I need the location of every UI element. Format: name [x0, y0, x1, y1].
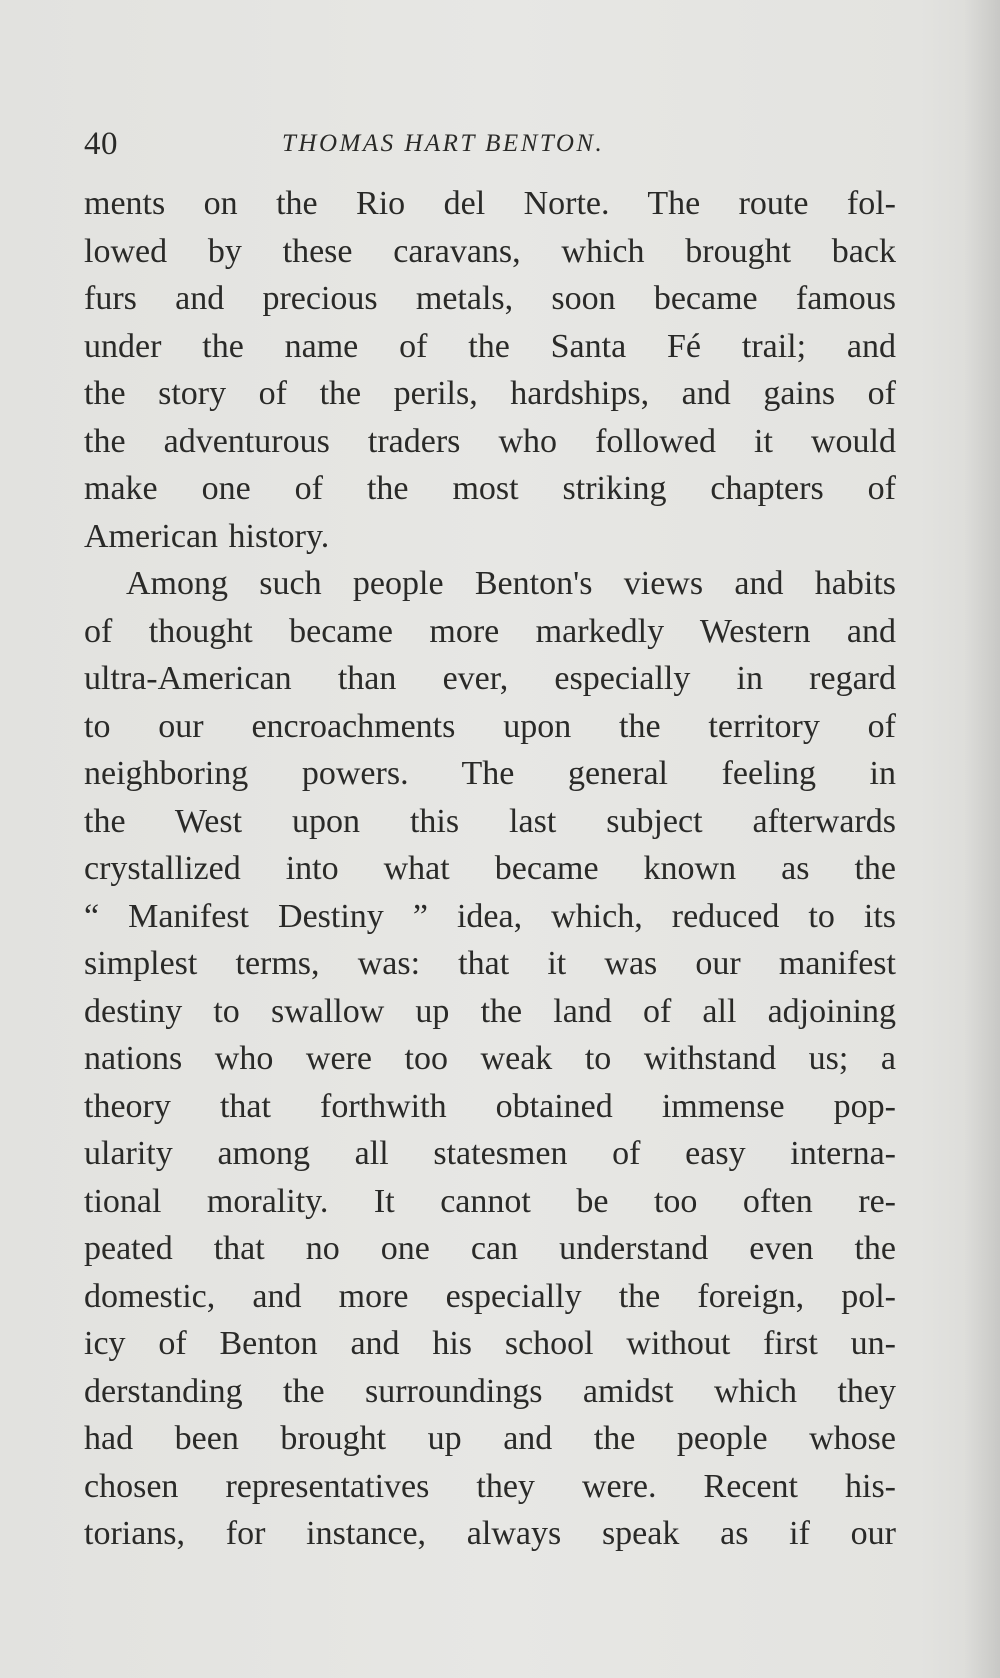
text-line: chosen representatives they were. Recent his- — [84, 1467, 896, 1505]
text-line: ultra-American than ever, especially in regard — [84, 660, 896, 697]
text-line: tional morality. It cannot be too often re- — [84, 1182, 896, 1220]
text-line: American history. — [84, 517, 330, 555]
page-header — [84, 124, 896, 174]
text-line: to our encroachments upon the territory of — [84, 707, 896, 745]
page-number: 40 — [84, 126, 118, 162]
text-line: had been brought up and the people whose — [84, 1420, 896, 1457]
text-line: ularity among all statesmen of easy interna- — [84, 1135, 896, 1172]
text-line: the story of the perils, hardships, and gains of — [84, 375, 896, 412]
text-line: the West upon this last subject afterwards — [84, 802, 896, 840]
text-line: lowed by these caravans, which brought back — [84, 232, 896, 270]
text-line: neighboring powers. The general feeling in — [84, 755, 896, 792]
body-text — [84, 180, 896, 1558]
running-title: THOMAS HART BENTON. — [282, 130, 605, 157]
text-line: make one of the most striking chapters of — [84, 470, 896, 507]
text-line: under the name of the Santa Fé trail; and — [84, 327, 896, 365]
text-line: icy of Benton and his school without first un- — [84, 1325, 896, 1362]
text-line: peated that no one can understand even the — [84, 1230, 896, 1267]
text-line: “ Manifest Destiny ” idea, which, reduced to its — [84, 897, 896, 935]
text-line: ments on the Rio del Norte. The route fol- — [84, 185, 896, 222]
text-line: furs and precious metals, soon became famous — [84, 280, 896, 317]
text-line: torians, for instance, always speak as if our — [84, 1515, 896, 1552]
text-line: nations who were too weak to withstand us; a — [84, 1040, 896, 1077]
text-line: domestic, and more especially the foreign, pol- — [84, 1277, 896, 1315]
text-line: simplest terms, was: that it was our manifest — [84, 945, 896, 982]
page-edge-shadow — [964, 0, 1000, 1678]
paragraph-start-line: Among such people Benton's views and habits — [126, 565, 896, 602]
text-line: destiny to swallow up the land of all adjoining — [84, 992, 896, 1030]
text-line: of thought became more markedly Western and — [84, 612, 896, 650]
text-line: the adventurous traders who followed it would — [84, 422, 896, 460]
text-line: crystallized into what became known as the — [84, 850, 896, 887]
text-line: theory that forthwith obtained immense pop- — [84, 1087, 896, 1125]
text-line: derstanding the surroundings amidst which they — [84, 1372, 896, 1410]
